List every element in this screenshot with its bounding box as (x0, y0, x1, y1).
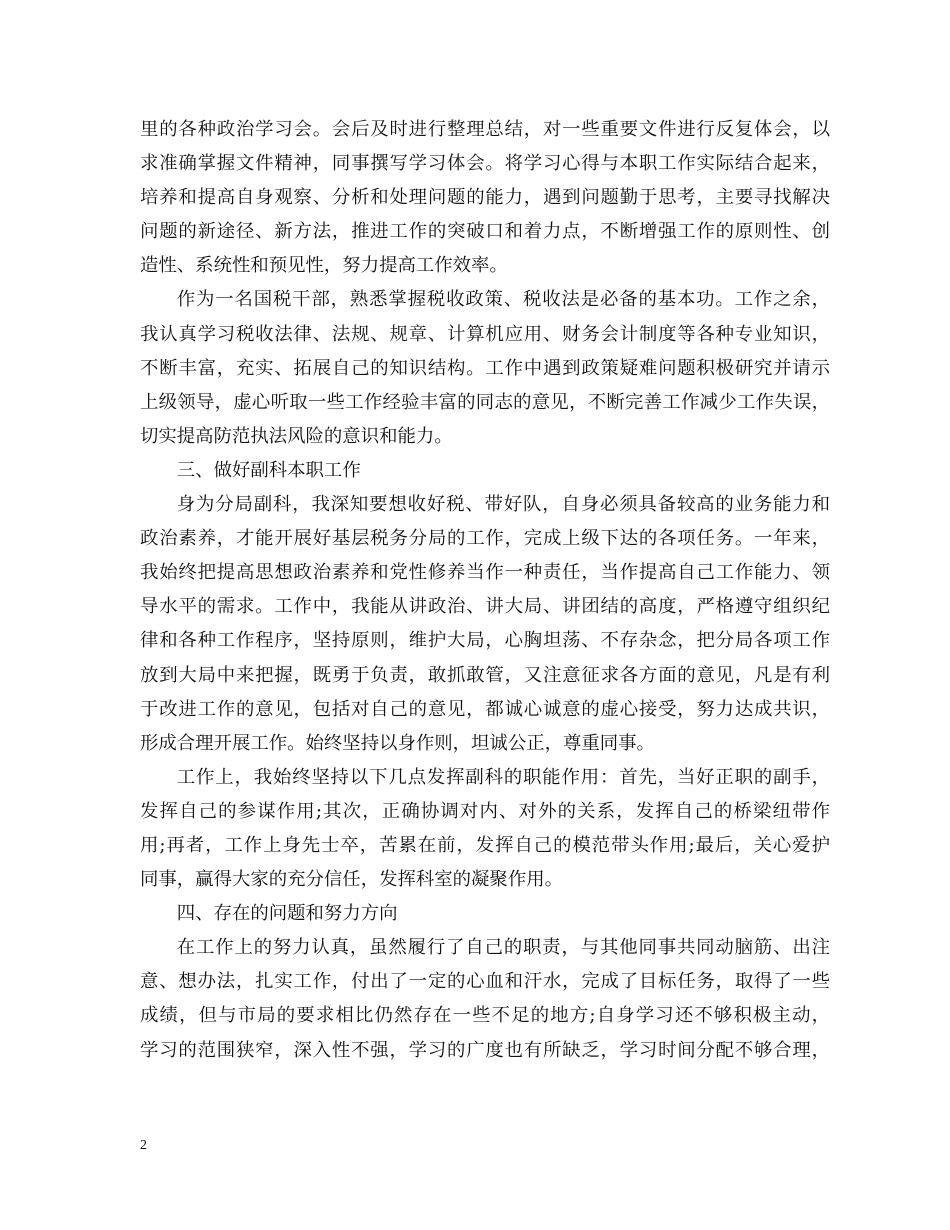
text-line: 培养和提高自身观察、分析和处理问题的能力，遇到问题勤于思考，主要寻找解决 (140, 187, 830, 209)
text-line: 我始终把提高思想政治素养和党性修养当作一种责任，当作提高自己工作能力、领 (140, 562, 830, 584)
page-number: 2 (140, 1138, 147, 1153)
text-line: 放到大局中来把握，既勇于负责，敢抓敢管，又注意征求各方面的意见，凡是有利 (140, 664, 830, 686)
text-line: 工作上，我始终坚持以下几点发挥副科的职能作用：首先，当好正职的副手， (176, 766, 830, 788)
text-line: 于改进工作的意见，包括对自己的意见，都诚心诚意的虚心接受，努力达成共识， (140, 698, 830, 720)
text-line: 学习的范围狭窄，深入性不强，学习的广度也有所缺乏，学习时间分配不够合理， (140, 1039, 830, 1061)
text-line: 里的各种政治学习会。会后及时进行整理总结，对一些重要文件进行反复体会，以 (140, 119, 830, 140)
text-line: 政治素养，才能开展好基层税务分局的工作，完成上级下达的各项任务。一年来， (140, 528, 830, 550)
text-line: 不断丰富，充实、拓展自己的知识结构。工作中遇到政策疑难问题积极研究并请示 (140, 357, 830, 379)
text-line: 成绩，但与市局的要求相比仍然存在一些不足的地方;自身学习还不够积极主动， (140, 1005, 830, 1027)
text-line: 造性、系统性和预见性，努力提高工作效率。 (140, 255, 508, 277)
text-line: 律和各种工作程序，坚持原则，维护大局，心胸坦荡、不存杂念，把分局各项工作 (140, 630, 830, 652)
text-line: 形成合理开展工作。始终坚持以身作则，坦诚公正，尊重同事。 (140, 732, 655, 754)
text-line: 发挥自己的参谋作用;其次，正确协调对内、对外的关系，发挥自己的桥梁纽带作 (140, 800, 830, 822)
text-line: 用;再者，工作上身先士卒，苦累在前，发挥自己的模范带头作用;最后，关心爱护 (140, 834, 830, 856)
text-line: 作为一名国税干部，熟悉掌握税收政策、税收法是必备的基本功。工作之余， (176, 289, 830, 311)
text-line: 问题的新途径、新方法，推进工作的突破口和着力点，不断增强工作的原则性、创 (140, 221, 830, 243)
text-line: 身为分局副科，我深知要想收好税、带好队，自身必须具备较高的业务能力和 (176, 494, 830, 516)
text-line: 求准确掌握文件精神，同事撰写学习体会。将学习心得与本职工作实际结合起来， (140, 153, 830, 175)
text-line: 在工作上的努力认真，虽然履行了自己的职责，与其他同事共同动脑筋、出注 (176, 937, 830, 959)
text-line: 四、存在的问题和努力方向 (176, 903, 398, 925)
text-line: 导水平的需求。工作中，我能从讲政治、讲大局、讲团结的高度，严格遵守组织纪 (140, 596, 830, 618)
text-line: 切实提高防范执法风险的意识和能力。 (140, 425, 453, 447)
text-line: 上级领导，虚心听取一些工作经验丰富的同志的意见，不断完善工作减少工作失误， (140, 391, 830, 413)
text-line: 三、做好副科本职工作 (176, 459, 361, 481)
text-line: 我认真学习税收法律、法规、规章、计算机应用、财务会计制度等各种专业知识， (140, 323, 830, 345)
text-line: 同事，赢得大家的充分信任，发挥科室的凝聚作用。 (140, 869, 563, 891)
document-body (140, 113, 830, 1068)
text-line: 意、想办法，扎实工作，付出了一定的心血和汗水，完成了目标任务，取得了一些 (140, 971, 830, 993)
